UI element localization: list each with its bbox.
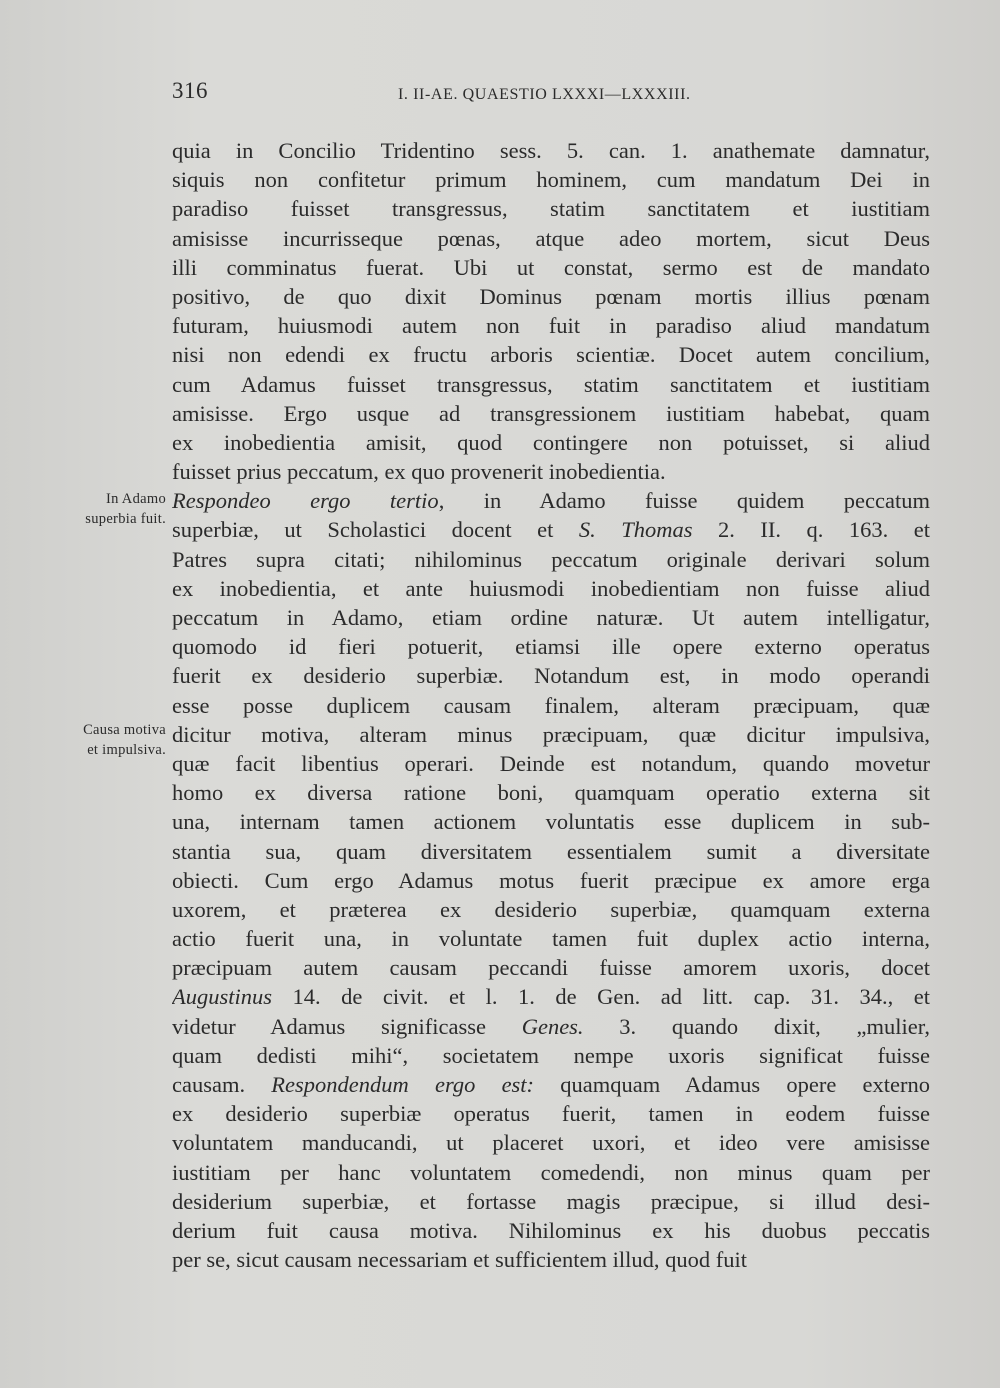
text-line: actio fuerit una, in voluntate tamen fuit duplex actio interna,: [172, 926, 930, 952]
text-line: paradiso fuisset transgressus, statim sanctitatem et iustitiam: [172, 196, 930, 222]
text-line: homo ex diversa ratione boni, quamquam operatio externa sit: [172, 780, 930, 806]
text-line: Respondeo ergo tertio, in Adamo fuisse quidem peccatum: [172, 488, 930, 514]
text-line: illi comminatus fuerat. Ubi ut constat, sermo est de mandato: [172, 254, 930, 280]
text-line: præcipuam autem causam peccandi fuisse amorem uxoris, docet: [172, 955, 930, 981]
text-line: Patres supra citati; nihilominus peccatum originale derivari solum: [172, 546, 930, 572]
margin-note-line: superbia fuit.: [85, 511, 166, 527]
margin-note-line: In Adamo: [106, 491, 166, 507]
margin-note: [58, 489, 166, 529]
text-line: amisisse incurrisseque pœnas, atque adeo mortem, sicut Deus: [172, 225, 930, 251]
text-line: ex inobedientia amisit, quod contingere non potuisset, si aliud: [172, 429, 930, 455]
text-line: ex inobedientia, et ante huiusmodi inobedientiam non fuisse aliud: [172, 575, 930, 601]
text-line: amisisse. Ergo usque ad transgressionem iustitiam habebat, quam: [172, 400, 930, 426]
text-line: quam dedisti mihi“, societatem nempe uxoris significat fuisse: [172, 1042, 930, 1068]
text-line: superbiæ, ut Scholastici docent et S. Thomas 2. II. q. 163. et: [172, 517, 930, 543]
text-line: fuisset prius peccatum, ex quo provenerit inobedientia.: [172, 459, 666, 485]
text-line: uxorem, et præterea ex desiderio superbiæ, quamquam externa: [172, 896, 930, 922]
text-line: causam. Respondendum ergo est: quamquam Adamus opere externo: [172, 1072, 930, 1097]
text-line: Augustinus 14. de civit. et l. 1. de Gen. ad litt. cap. 31. 34., et: [172, 984, 930, 1010]
text-line: quia in Concilio Tridentino sess. 5. can. 1. anathemate damnatur,: [172, 138, 930, 163]
text-line: fuerit ex desiderio superbiæ. Notandum est, in modo operandi: [172, 663, 930, 689]
text-line: desiderium superbiæ, et fortasse magis præcipue, si illud desi-: [172, 1188, 930, 1214]
text-line: per se, sicut causam necessariam et sufficientem illud, quod fuit: [172, 1247, 748, 1273]
text-line: quomodo id fieri potuerit, etiamsi ille opere externo operatus: [172, 634, 930, 660]
page-header: [172, 78, 932, 112]
text-line: iustitiam per hanc voluntatem comedendi, non minus quam per: [172, 1159, 930, 1185]
text-line: stantia sua, quam diversitatem essentialem sumit a diversitate: [172, 838, 930, 864]
text-line: esse posse duplicem causam finalem, alteram præcipuam, quæ: [172, 692, 930, 718]
margin-note-line: et impulsiva.: [87, 742, 166, 758]
text-line: una, internam tamen actionem voluntatis esse duplicem in sub-: [172, 809, 930, 835]
text-line: siquis non confitetur primum hominem, cum mandatum Dei in: [172, 167, 930, 193]
text-line: dicitur motiva, alteram minus præcipuam, quæ dicitur impulsiva,: [172, 721, 930, 747]
text-line: obiecti. Cum ergo Adamus motus fuerit præcipue ex amore erga: [172, 867, 930, 893]
text-line: videtur Adamus significasse Genes. 3. quando dixit, „mulier,: [172, 1013, 930, 1039]
page-number: 316: [172, 78, 208, 103]
running-head: I. II-AE. QUAESTIO LXXXI—LXXXIII.: [398, 86, 691, 103]
text-line: derium fuit causa motiva. Nihilominus ex his duobus peccatis: [172, 1217, 930, 1243]
margin-note: [58, 720, 166, 760]
text-line: nisi non edendi ex fructu arboris scientiæ. Docet autem concilium,: [172, 342, 930, 368]
body-text: [172, 136, 930, 1274]
text-line: ex desiderio superbiæ operatus fuerit, tamen in eodem fuisse: [172, 1101, 930, 1127]
text-line: positivo, de quo dixit Dominus pœnam mortis illius pœnam: [172, 283, 930, 309]
margin-note-line: Causa motiva: [83, 722, 166, 738]
text-line: voluntatem manducandi, ut placeret uxori, et ideo vere amisisse: [172, 1130, 930, 1156]
text-line: cum Adamus fuisset transgressus, statim sanctitatem et iustitiam: [172, 371, 930, 397]
text-line: futuram, huiusmodi autem non fuit in paradiso aliud mandatum: [172, 313, 930, 339]
text-line: quæ facit libentius operari. Deinde est notandum, quando movetur: [172, 750, 930, 776]
text-line: peccatum in Adamo, etiam ordine naturæ. Ut autem intelligatur,: [172, 605, 930, 630]
